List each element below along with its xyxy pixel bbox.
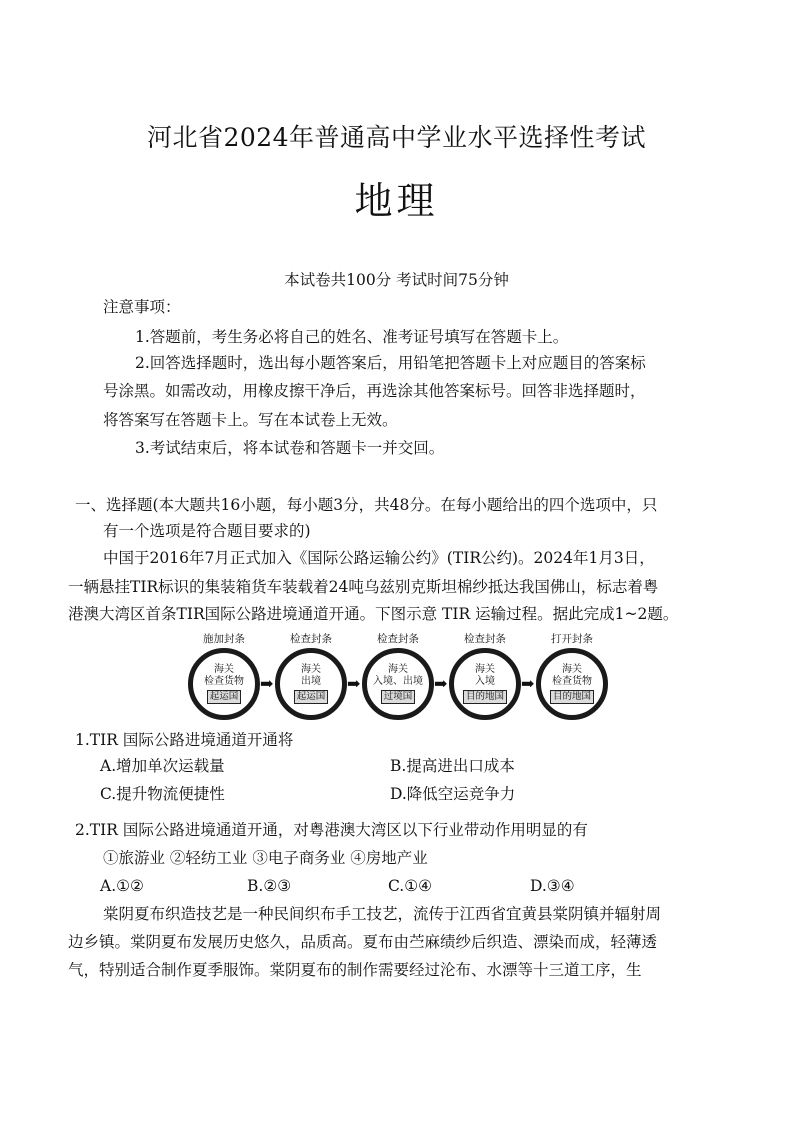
section-heading-cont: 有一个选项是符合题目要求的) (103, 522, 311, 540)
notice-item-2-cont2: 将答案写在答题卡上。写在本试卷上无效。 (103, 411, 398, 429)
passage-1-line-1: 中国于2016年7月正式加入《国际公路运输公约》(TIR公约)。2024年1月3日， (103, 549, 655, 567)
flow-step-line2: 入境 (475, 676, 495, 687)
passage-2-line-2: 边乡镇。棠阴夏布发展历史悠久，品质高。夏布由苎麻绩纱后织造、漂染而成，轻薄透 (68, 933, 658, 951)
q1-stem: 1.TIR 国际公路进境通道开通将 (75, 731, 294, 749)
flow-step-seal-label: 检查封条 (290, 633, 332, 645)
passage-1-line-2: 一辆悬挂TIR标识的集装箱货车装载着24吨乌兹别克斯坦棉纱抵达我国佛山，标志着粤 (68, 578, 659, 596)
flow-step (272, 630, 350, 720)
q1-option-b: B.提高进出口成本 (390, 757, 515, 775)
q2-items: ①旅游业 ②轻纺工业 ③电子商务业 ④房地产业 (103, 849, 428, 867)
subject-title: 地理 (354, 179, 439, 223)
flow-step-country: 目的地国 (463, 690, 507, 704)
flow-step-line2: 入境、出境 (373, 676, 423, 687)
flow-step (185, 630, 263, 720)
flow-step-line1: 海关 (475, 664, 495, 675)
flow-arrow-icon: ➡ (347, 674, 361, 693)
flow-step-line2: 检查货物 (204, 676, 244, 687)
flow-step-line1: 海关 (214, 664, 234, 675)
exam-title: 河北省2024年普通高中学业水平选择性考试 (146, 123, 647, 152)
flow-step-line1: 海关 (301, 664, 321, 675)
q1-option-c: C.提升物流便捷性 (100, 785, 225, 803)
flow-step-circle (188, 648, 260, 720)
flow-step-country: 起运国 (294, 690, 329, 704)
flow-step-country: 起运国 (207, 690, 242, 704)
flow-step (533, 630, 611, 720)
flow-step-seal-label: 检查封条 (464, 633, 506, 645)
flow-step-line1: 海关 (562, 664, 582, 675)
flow-step-circle (536, 648, 608, 720)
q2-option-a: A.①② (100, 877, 144, 895)
flow-step-circle (275, 648, 347, 720)
exam-info: 本试卷共100分 考试时间75分钟 (284, 271, 509, 289)
notice-item-1: 1.答题前，考生务必将自己的姓名、准考证号填写在答题卡上。 (135, 328, 569, 346)
flow-step-seal-label: 施加封条 (203, 633, 245, 645)
flow-step-circle (449, 648, 521, 720)
passage-1-line-3: 港澳大湾区首条TIR国际公路进境通道开通。下图示意 TIR 运输过程。据此完成1~2题。 (68, 605, 679, 623)
notice-heading: 注意事项： (103, 298, 181, 316)
q2-option-b: B.②③ (247, 877, 292, 895)
flow-step-circle (362, 648, 434, 720)
flow-step-line2: 检查货物 (552, 676, 592, 687)
flow-step-seal-label: 检查封条 (377, 633, 419, 645)
notice-item-2-cont: 号涂黑。如需改动，用橡皮擦干净后，再选涂其他答案标号。回答非选择题时， (103, 382, 646, 400)
notice-item-2: 2.回答选择题时，选出每小题答案后，用铅笔把答题卡上对应题目的答案标 (135, 354, 646, 372)
notice-item-3: 3.考试结束后，将本试卷和答题卡一并交回。 (135, 439, 445, 457)
flow-step-country: 过境国 (381, 690, 416, 704)
flow-arrow-icon: ➡ (521, 674, 535, 693)
q2-option-c: C.①④ (388, 877, 433, 895)
section-heading: 一、选择题(本大题共16小题，每小题3分，共48分。在每小题给出的四个选项中，只 (75, 496, 658, 514)
q2-stem: 2.TIR 国际公路进境通道开通，对粤港澳大湾区以下行业带动作用明显的有 (75, 821, 588, 839)
q2-option-d: D.③④ (530, 877, 575, 895)
flow-step (446, 630, 524, 720)
passage-2-line-1: 棠阴夏布织造技艺是一种民间织布手工技艺，流传于江西省宜黄县棠阴镇并辐射周 (103, 905, 662, 923)
flow-step-seal-label: 打开封条 (551, 633, 593, 645)
flow-step-line1: 海关 (388, 664, 408, 675)
q1-option-a: A.增加单次运载量 (100, 757, 225, 775)
flow-step (359, 630, 437, 720)
flow-arrow-icon: ➡ (434, 674, 448, 693)
passage-2-line-3: 气，特别适合制作夏季服饰。棠阴夏布的制作需要经过沦布、水漂等十三道工序，生 (68, 961, 642, 979)
tir-process-diagram (185, 630, 605, 720)
flow-arrow-icon: ➡ (260, 674, 274, 693)
flow-step-line2: 出境 (301, 676, 321, 687)
flow-step-country: 目的地国 (550, 690, 594, 704)
q1-option-d: D.降低空运竞争力 (390, 785, 516, 803)
